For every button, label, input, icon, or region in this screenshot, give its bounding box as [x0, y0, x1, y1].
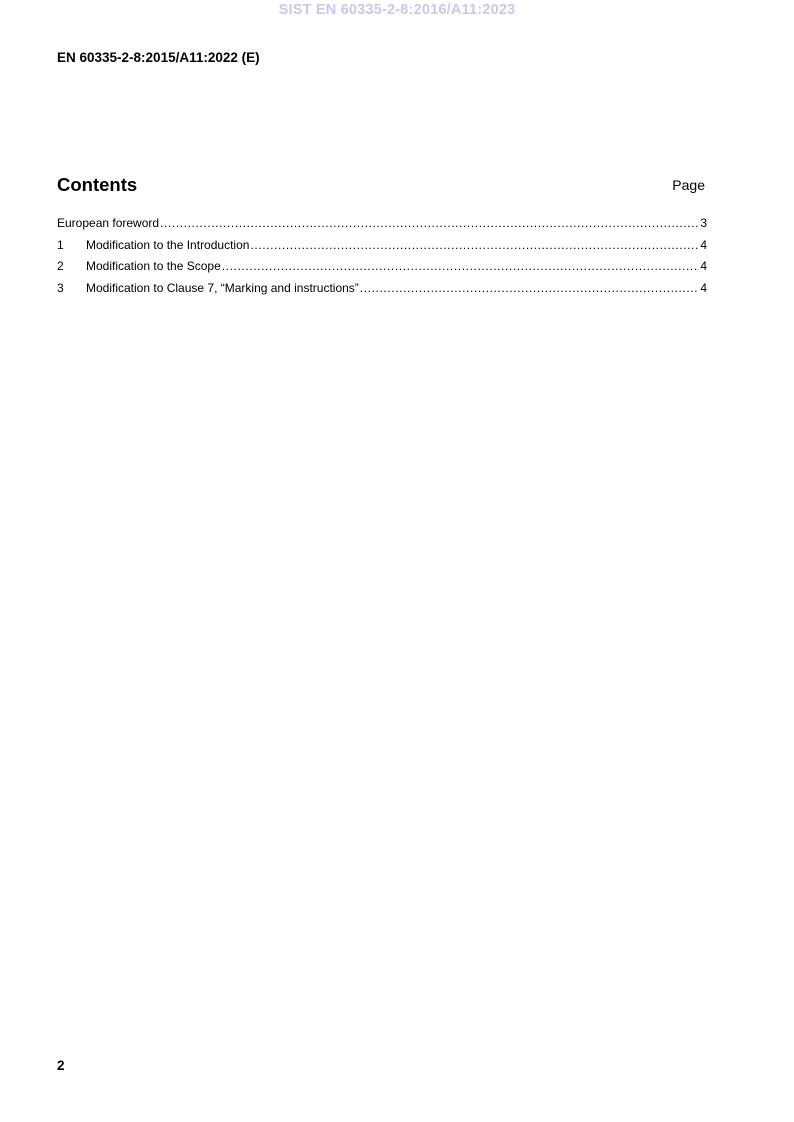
table-of-contents [57, 216, 707, 302]
contents-heading: Contents [57, 174, 138, 195]
page-column-label: Page [672, 177, 705, 193]
watermark-text: SIST EN 60335-2-8:2016/A11:2023 [278, 2, 516, 18]
toc-entry-page: 4 [700, 280, 707, 295]
toc-dot-leader [222, 259, 700, 273]
toc-entry-scope[interactable] [57, 259, 707, 281]
toc-entry-page: 4 [700, 237, 707, 252]
toc-entry-title: Modification to Clause 7, “Marking and instructions” [86, 280, 359, 295]
toc-dot-leader [360, 281, 700, 295]
toc-entry-introduction[interactable] [57, 238, 707, 260]
toc-dot-leader [250, 238, 699, 252]
toc-entry-european-foreword[interactable] [57, 216, 707, 238]
toc-entry-title: Modification to the Scope [86, 259, 221, 273]
page-number: 2 [57, 1058, 65, 1073]
toc-entry-title: Modification to the Introduction [86, 237, 250, 252]
toc-entry-number: 1 [57, 237, 64, 252]
toc-entry-title: European foreword [57, 216, 160, 230]
toc-entry-number: 3 [57, 280, 64, 295]
toc-entry-clause-7[interactable] [57, 281, 707, 303]
toc-entry-page: 4 [700, 259, 707, 273]
toc-entry-number: 2 [57, 259, 64, 273]
toc-dot-leader [160, 216, 699, 230]
toc-entry-page: 3 [700, 216, 707, 230]
document-reference: EN 60335-2-8:2015/A11:2022 (E) [57, 50, 260, 65]
